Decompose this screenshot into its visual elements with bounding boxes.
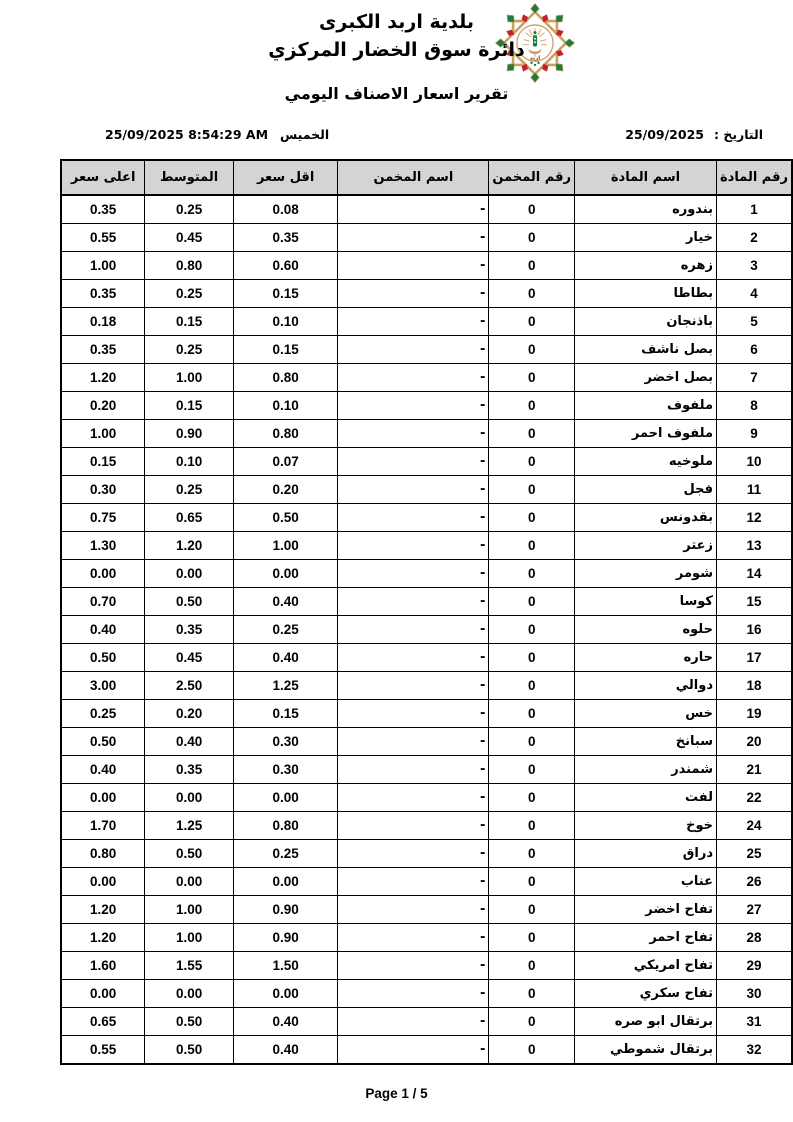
cell-appraiser-name: - <box>338 392 489 420</box>
cell-avg-price: 0.15 <box>145 308 234 336</box>
cell-avg-price: 0.00 <box>145 560 234 588</box>
report-date <box>625 127 763 142</box>
cell-appraiser-no: 0 <box>489 1036 575 1065</box>
table-row <box>61 224 792 252</box>
table-row <box>61 1036 792 1065</box>
cell-max-price: 0.70 <box>61 588 145 616</box>
table-row <box>61 952 792 980</box>
header-appraiser-no: رقم المخمن <box>489 160 575 195</box>
cell-appraiser-name: - <box>338 280 489 308</box>
cell-appraiser-name: - <box>338 336 489 364</box>
cell-avg-price: 0.45 <box>145 224 234 252</box>
cell-item-no: 27 <box>717 896 793 924</box>
cell-item-name: بصل ناشف <box>574 336 716 364</box>
cell-item-name: ملوخيه <box>574 448 716 476</box>
cell-appraiser-no: 0 <box>489 195 575 224</box>
cell-appraiser-no: 0 <box>489 532 575 560</box>
cell-min-price: 0.00 <box>233 980 338 1008</box>
cell-max-price: 3.00 <box>61 672 145 700</box>
cell-appraiser-no: 0 <box>489 476 575 504</box>
cell-min-price: 0.15 <box>233 280 338 308</box>
header-avg-price: المتوسط <box>145 160 234 195</box>
cell-item-no: 12 <box>717 504 793 532</box>
cell-max-price: 0.55 <box>61 1036 145 1065</box>
cell-appraiser-name: - <box>338 728 489 756</box>
org-header <box>0 8 793 64</box>
table-row <box>61 532 792 560</box>
cell-appraiser-name: - <box>338 476 489 504</box>
cell-max-price: 0.80 <box>61 840 145 868</box>
cell-avg-price: 0.50 <box>145 1008 234 1036</box>
cell-item-no: 7 <box>717 364 793 392</box>
cell-max-price: 0.50 <box>61 728 145 756</box>
header-item-name: اسم المادة <box>574 160 716 195</box>
cell-appraiser-name: - <box>338 504 489 532</box>
cell-avg-price: 1.00 <box>145 896 234 924</box>
cell-appraiser-name: - <box>338 896 489 924</box>
cell-max-price: 0.00 <box>61 980 145 1008</box>
cell-min-price: 0.10 <box>233 308 338 336</box>
table-row <box>61 588 792 616</box>
cell-appraiser-name: - <box>338 616 489 644</box>
cell-min-price: 0.50 <box>233 504 338 532</box>
cell-max-price: 0.40 <box>61 756 145 784</box>
cell-avg-price: 1.55 <box>145 952 234 980</box>
cell-avg-price: 0.00 <box>145 784 234 812</box>
cell-item-name: سبانخ <box>574 728 716 756</box>
cell-item-no: 18 <box>717 672 793 700</box>
cell-item-name: شمندر <box>574 756 716 784</box>
cell-appraiser-no: 0 <box>489 896 575 924</box>
cell-appraiser-no: 0 <box>489 868 575 896</box>
cell-avg-price: 0.50 <box>145 1036 234 1065</box>
cell-max-price: 0.20 <box>61 392 145 420</box>
table-row <box>61 924 792 952</box>
cell-max-price: 0.75 <box>61 504 145 532</box>
cell-min-price: 0.40 <box>233 588 338 616</box>
cell-item-no: 31 <box>717 1008 793 1036</box>
cell-item-name: عناب <box>574 868 716 896</box>
cell-appraiser-name: - <box>338 224 489 252</box>
table-row <box>61 476 792 504</box>
cell-item-name: زهره <box>574 252 716 280</box>
cell-avg-price: 0.25 <box>145 195 234 224</box>
cell-item-no: 20 <box>717 728 793 756</box>
cell-appraiser-name: - <box>338 588 489 616</box>
cell-item-no: 8 <box>717 392 793 420</box>
cell-appraiser-no: 0 <box>489 616 575 644</box>
cell-appraiser-no: 0 <box>489 560 575 588</box>
cell-min-price: 0.80 <box>233 420 338 448</box>
cell-min-price: 0.15 <box>233 336 338 364</box>
table-row <box>61 700 792 728</box>
cell-min-price: 0.40 <box>233 1008 338 1036</box>
cell-max-price: 0.35 <box>61 195 145 224</box>
cell-min-price: 0.60 <box>233 252 338 280</box>
cell-min-price: 0.30 <box>233 756 338 784</box>
cell-appraiser-name: - <box>338 195 489 224</box>
cell-min-price: 1.50 <box>233 952 338 980</box>
header-min-price: اقل سعر <box>233 160 338 195</box>
cell-item-name: بطاطا <box>574 280 716 308</box>
cell-max-price: 0.55 <box>61 224 145 252</box>
cell-item-no: 11 <box>717 476 793 504</box>
cell-avg-price: 0.00 <box>145 868 234 896</box>
header-appraiser-name: اسم المخمن <box>338 160 489 195</box>
cell-item-no: 13 <box>717 532 793 560</box>
cell-max-price: 0.50 <box>61 644 145 672</box>
table-row <box>61 756 792 784</box>
cell-item-name: فجل <box>574 476 716 504</box>
page-number: Page 1 / 5 <box>365 1086 428 1101</box>
cell-appraiser-no: 0 <box>489 336 575 364</box>
cell-item-name: بندوره <box>574 195 716 224</box>
cell-item-no: 24 <box>717 812 793 840</box>
cell-max-price: 1.20 <box>61 896 145 924</box>
prices-table <box>60 159 793 1065</box>
cell-min-price: 0.00 <box>233 560 338 588</box>
cell-avg-price: 0.20 <box>145 700 234 728</box>
cell-item-no: 28 <box>717 924 793 952</box>
cell-avg-price: 0.50 <box>145 840 234 868</box>
cell-item-name: خيار <box>574 224 716 252</box>
cell-item-name: ملفوف احمر <box>574 420 716 448</box>
department-name: دائرة سوق الخضار المركزي <box>268 39 525 61</box>
cell-appraiser-name: - <box>338 952 489 980</box>
cell-max-price: 1.60 <box>61 952 145 980</box>
cell-avg-price: 1.00 <box>145 364 234 392</box>
cell-min-price: 1.25 <box>233 672 338 700</box>
cell-avg-price: 0.35 <box>145 616 234 644</box>
cell-max-price: 1.00 <box>61 252 145 280</box>
cell-item-name: خس <box>574 700 716 728</box>
cell-item-name: برتقال ابو صره <box>574 1008 716 1036</box>
cell-max-price: 0.00 <box>61 560 145 588</box>
datetime-value: 25/09/2025 8:54:29 AM <box>105 127 269 142</box>
table-row <box>61 1008 792 1036</box>
table-row <box>61 448 792 476</box>
print-datetime <box>105 127 329 142</box>
cell-item-no: 21 <box>717 756 793 784</box>
date-value: 25/09/2025 <box>625 127 704 142</box>
cell-min-price: 1.00 <box>233 532 338 560</box>
cell-min-price: 0.40 <box>233 1036 338 1065</box>
cell-appraiser-no: 0 <box>489 924 575 952</box>
cell-item-no: 10 <box>717 448 793 476</box>
cell-appraiser-name: - <box>338 532 489 560</box>
cell-appraiser-name: - <box>338 308 489 336</box>
table-row <box>61 840 792 868</box>
cell-item-no: 2 <box>717 224 793 252</box>
cell-item-name: تفاح سكري <box>574 980 716 1008</box>
cell-avg-price: 0.80 <box>145 252 234 280</box>
table-row <box>61 812 792 840</box>
table-row <box>61 504 792 532</box>
cell-avg-price: 0.50 <box>145 588 234 616</box>
table-row <box>61 392 792 420</box>
cell-item-name: برتقال شموطي <box>574 1036 716 1065</box>
cell-appraiser-no: 0 <box>489 364 575 392</box>
cell-avg-price: 0.25 <box>145 336 234 364</box>
cell-item-no: 26 <box>717 868 793 896</box>
cell-min-price: 0.10 <box>233 392 338 420</box>
table-row <box>61 784 792 812</box>
org-name: بلدية اربد الكبرى <box>319 11 474 33</box>
cell-item-name: حاره <box>574 644 716 672</box>
cell-max-price: 0.40 <box>61 616 145 644</box>
cell-min-price: 0.08 <box>233 195 338 224</box>
cell-min-price: 0.00 <box>233 868 338 896</box>
cell-item-name: بصل اخضر <box>574 364 716 392</box>
cell-item-no: 6 <box>717 336 793 364</box>
cell-appraiser-name: - <box>338 840 489 868</box>
cell-item-no: 9 <box>717 420 793 448</box>
cell-item-no: 19 <box>717 700 793 728</box>
cell-avg-price: 1.00 <box>145 924 234 952</box>
cell-min-price: 0.40 <box>233 644 338 672</box>
cell-min-price: 0.90 <box>233 896 338 924</box>
cell-avg-price: 1.25 <box>145 812 234 840</box>
cell-appraiser-no: 0 <box>489 952 575 980</box>
cell-item-no: 22 <box>717 784 793 812</box>
cell-avg-price: 0.00 <box>145 980 234 1008</box>
cell-appraiser-no: 0 <box>489 588 575 616</box>
cell-item-no: 32 <box>717 1036 793 1065</box>
cell-max-price: 0.65 <box>61 1008 145 1036</box>
cell-appraiser-no: 0 <box>489 392 575 420</box>
cell-appraiser-name: - <box>338 812 489 840</box>
table-row <box>61 195 792 224</box>
cell-avg-price: 0.15 <box>145 392 234 420</box>
table-row <box>61 336 792 364</box>
cell-item-no: 15 <box>717 588 793 616</box>
cell-avg-price: 0.90 <box>145 420 234 448</box>
cell-max-price: 0.00 <box>61 868 145 896</box>
cell-min-price: 0.30 <box>233 728 338 756</box>
cell-min-price: 0.15 <box>233 700 338 728</box>
cell-min-price: 0.25 <box>233 840 338 868</box>
cell-avg-price: 0.10 <box>145 448 234 476</box>
cell-min-price: 0.07 <box>233 448 338 476</box>
cell-appraiser-name: - <box>338 252 489 280</box>
cell-max-price: 0.25 <box>61 700 145 728</box>
date-label: التاريخ : <box>713 127 763 142</box>
table-row <box>61 644 792 672</box>
cell-item-name: دوالي <box>574 672 716 700</box>
cell-item-no: 3 <box>717 252 793 280</box>
cell-avg-price: 0.25 <box>145 476 234 504</box>
cell-appraiser-name: - <box>338 448 489 476</box>
cell-appraiser-no: 0 <box>489 980 575 1008</box>
cell-max-price: 1.70 <box>61 812 145 840</box>
cell-appraiser-no: 0 <box>489 280 575 308</box>
cell-appraiser-name: - <box>338 560 489 588</box>
cell-min-price: 0.00 <box>233 784 338 812</box>
cell-max-price: 0.18 <box>61 308 145 336</box>
cell-appraiser-name: - <box>338 1008 489 1036</box>
cell-min-price: 0.80 <box>233 812 338 840</box>
cell-max-price: 0.30 <box>61 476 145 504</box>
cell-item-name: دراق <box>574 840 716 868</box>
cell-min-price: 0.25 <box>233 616 338 644</box>
cell-max-price: 1.20 <box>61 924 145 952</box>
table-row <box>61 280 792 308</box>
logo-city-text: اربد <box>529 55 541 62</box>
cell-appraiser-no: 0 <box>489 308 575 336</box>
cell-item-name: لفت <box>574 784 716 812</box>
cell-appraiser-name: - <box>338 980 489 1008</box>
cell-max-price: 1.30 <box>61 532 145 560</box>
cell-appraiser-name: - <box>338 364 489 392</box>
cell-avg-price: 0.40 <box>145 728 234 756</box>
cell-avg-price: 1.20 <box>145 532 234 560</box>
cell-appraiser-name: - <box>338 672 489 700</box>
table-body <box>61 195 792 1064</box>
cell-appraiser-no: 0 <box>489 784 575 812</box>
cell-item-no: 17 <box>717 644 793 672</box>
cell-max-price: 0.15 <box>61 448 145 476</box>
cell-appraiser-no: 0 <box>489 224 575 252</box>
cell-appraiser-name: - <box>338 868 489 896</box>
cell-avg-price: 0.35 <box>145 756 234 784</box>
report-title: تقرير اسعار الاصناف اليومي <box>284 84 509 103</box>
cell-appraiser-name: - <box>338 1036 489 1065</box>
cell-appraiser-no: 0 <box>489 448 575 476</box>
cell-appraiser-no: 0 <box>489 812 575 840</box>
cell-item-no: 29 <box>717 952 793 980</box>
cell-appraiser-no: 0 <box>489 252 575 280</box>
table-row <box>61 980 792 1008</box>
cell-appraiser-no: 0 <box>489 420 575 448</box>
cell-item-no: 30 <box>717 980 793 1008</box>
table-row <box>61 672 792 700</box>
table-header-row <box>61 160 792 195</box>
table-row <box>61 420 792 448</box>
cell-max-price: 0.35 <box>61 280 145 308</box>
cell-appraiser-no: 0 <box>489 700 575 728</box>
cell-item-name: بقدونس <box>574 504 716 532</box>
cell-appraiser-no: 0 <box>489 756 575 784</box>
cell-max-price: 0.35 <box>61 336 145 364</box>
cell-appraiser-name: - <box>338 784 489 812</box>
table-row <box>61 616 792 644</box>
cell-appraiser-no: 0 <box>489 728 575 756</box>
cell-item-no: 25 <box>717 840 793 868</box>
table-row <box>61 896 792 924</box>
cell-item-name: باذنجان <box>574 308 716 336</box>
cell-min-price: 0.20 <box>233 476 338 504</box>
cell-appraiser-name: - <box>338 420 489 448</box>
header-item-no: رقم المادة <box>717 160 793 195</box>
cell-min-price: 0.80 <box>233 364 338 392</box>
cell-item-no: 5 <box>717 308 793 336</box>
cell-item-name: زعتر <box>574 532 716 560</box>
header-max-price: اعلى سعر <box>61 160 145 195</box>
table-row <box>61 308 792 336</box>
cell-item-no: 1 <box>717 195 793 224</box>
cell-item-name: تفاح اخضر <box>574 896 716 924</box>
table-row <box>61 728 792 756</box>
cell-item-no: 4 <box>717 280 793 308</box>
cell-avg-price: 0.25 <box>145 280 234 308</box>
weekday-label: الخميس <box>280 127 330 142</box>
cell-item-name: تفاح احمر <box>574 924 716 952</box>
cell-min-price: 0.35 <box>233 224 338 252</box>
table-row <box>61 364 792 392</box>
cell-appraiser-no: 0 <box>489 504 575 532</box>
cell-item-name: حلوه <box>574 616 716 644</box>
cell-avg-price: 0.65 <box>145 504 234 532</box>
cell-item-no: 16 <box>717 616 793 644</box>
cell-item-name: خوخ <box>574 812 716 840</box>
cell-avg-price: 0.45 <box>145 644 234 672</box>
cell-appraiser-no: 0 <box>489 672 575 700</box>
cell-item-name: كوسا <box>574 588 716 616</box>
table-row <box>61 252 792 280</box>
cell-appraiser-no: 0 <box>489 840 575 868</box>
cell-min-price: 0.90 <box>233 924 338 952</box>
cell-max-price: 1.00 <box>61 420 145 448</box>
cell-max-price: 0.00 <box>61 784 145 812</box>
cell-max-price: 1.20 <box>61 364 145 392</box>
cell-item-name: ملفوف <box>574 392 716 420</box>
table-row <box>61 560 792 588</box>
cell-item-name: شومر <box>574 560 716 588</box>
cell-appraiser-no: 0 <box>489 644 575 672</box>
cell-appraiser-no: 0 <box>489 1008 575 1036</box>
cell-appraiser-name: - <box>338 756 489 784</box>
table-row <box>61 868 792 896</box>
cell-appraiser-name: - <box>338 924 489 952</box>
cell-appraiser-name: - <box>338 700 489 728</box>
cell-avg-price: 2.50 <box>145 672 234 700</box>
cell-item-no: 14 <box>717 560 793 588</box>
cell-appraiser-name: - <box>338 644 489 672</box>
cell-item-name: تفاح امريكي <box>574 952 716 980</box>
